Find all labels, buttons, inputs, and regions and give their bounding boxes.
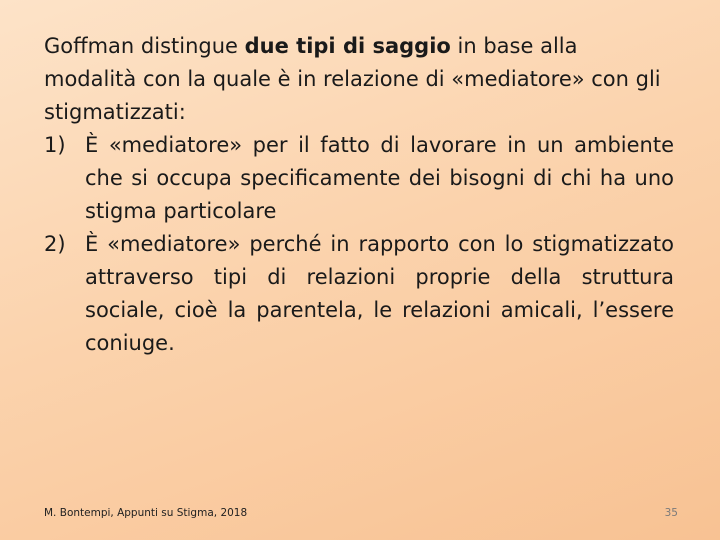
footer-source: M. Bontempi, Appunti su Stigma, 2018	[44, 507, 248, 519]
list-item-number: 1)	[44, 133, 66, 157]
intro-bold: due tipi di saggio	[244, 34, 451, 58]
list-item-text: È «mediatore» perché in rapporto con lo stigmatizzato attraverso tipi di relazioni proprie della struttura sociale, cioè la parentela, le relazioni amicali, l’essere coniuge.	[85, 232, 674, 355]
slide-body	[44, 30, 674, 360]
intro-prefix: Goffman distingue	[44, 34, 245, 58]
numbered-list	[44, 129, 674, 360]
list-item-text: È «mediatore» per il fatto di lavorare in un ambiente che si occupa specificamente dei bisogni di chi ha uno stigma particolare	[85, 133, 674, 223]
intro-suffix: in base alla modalità con la quale è in relazione di «mediatore» con gli stigmatizzati:	[44, 34, 661, 124]
list-item	[44, 228, 674, 360]
intro-paragraph	[44, 30, 674, 129]
list-item-number: 2)	[44, 232, 66, 256]
list-item	[44, 129, 674, 228]
page-number: 35	[664, 507, 678, 519]
